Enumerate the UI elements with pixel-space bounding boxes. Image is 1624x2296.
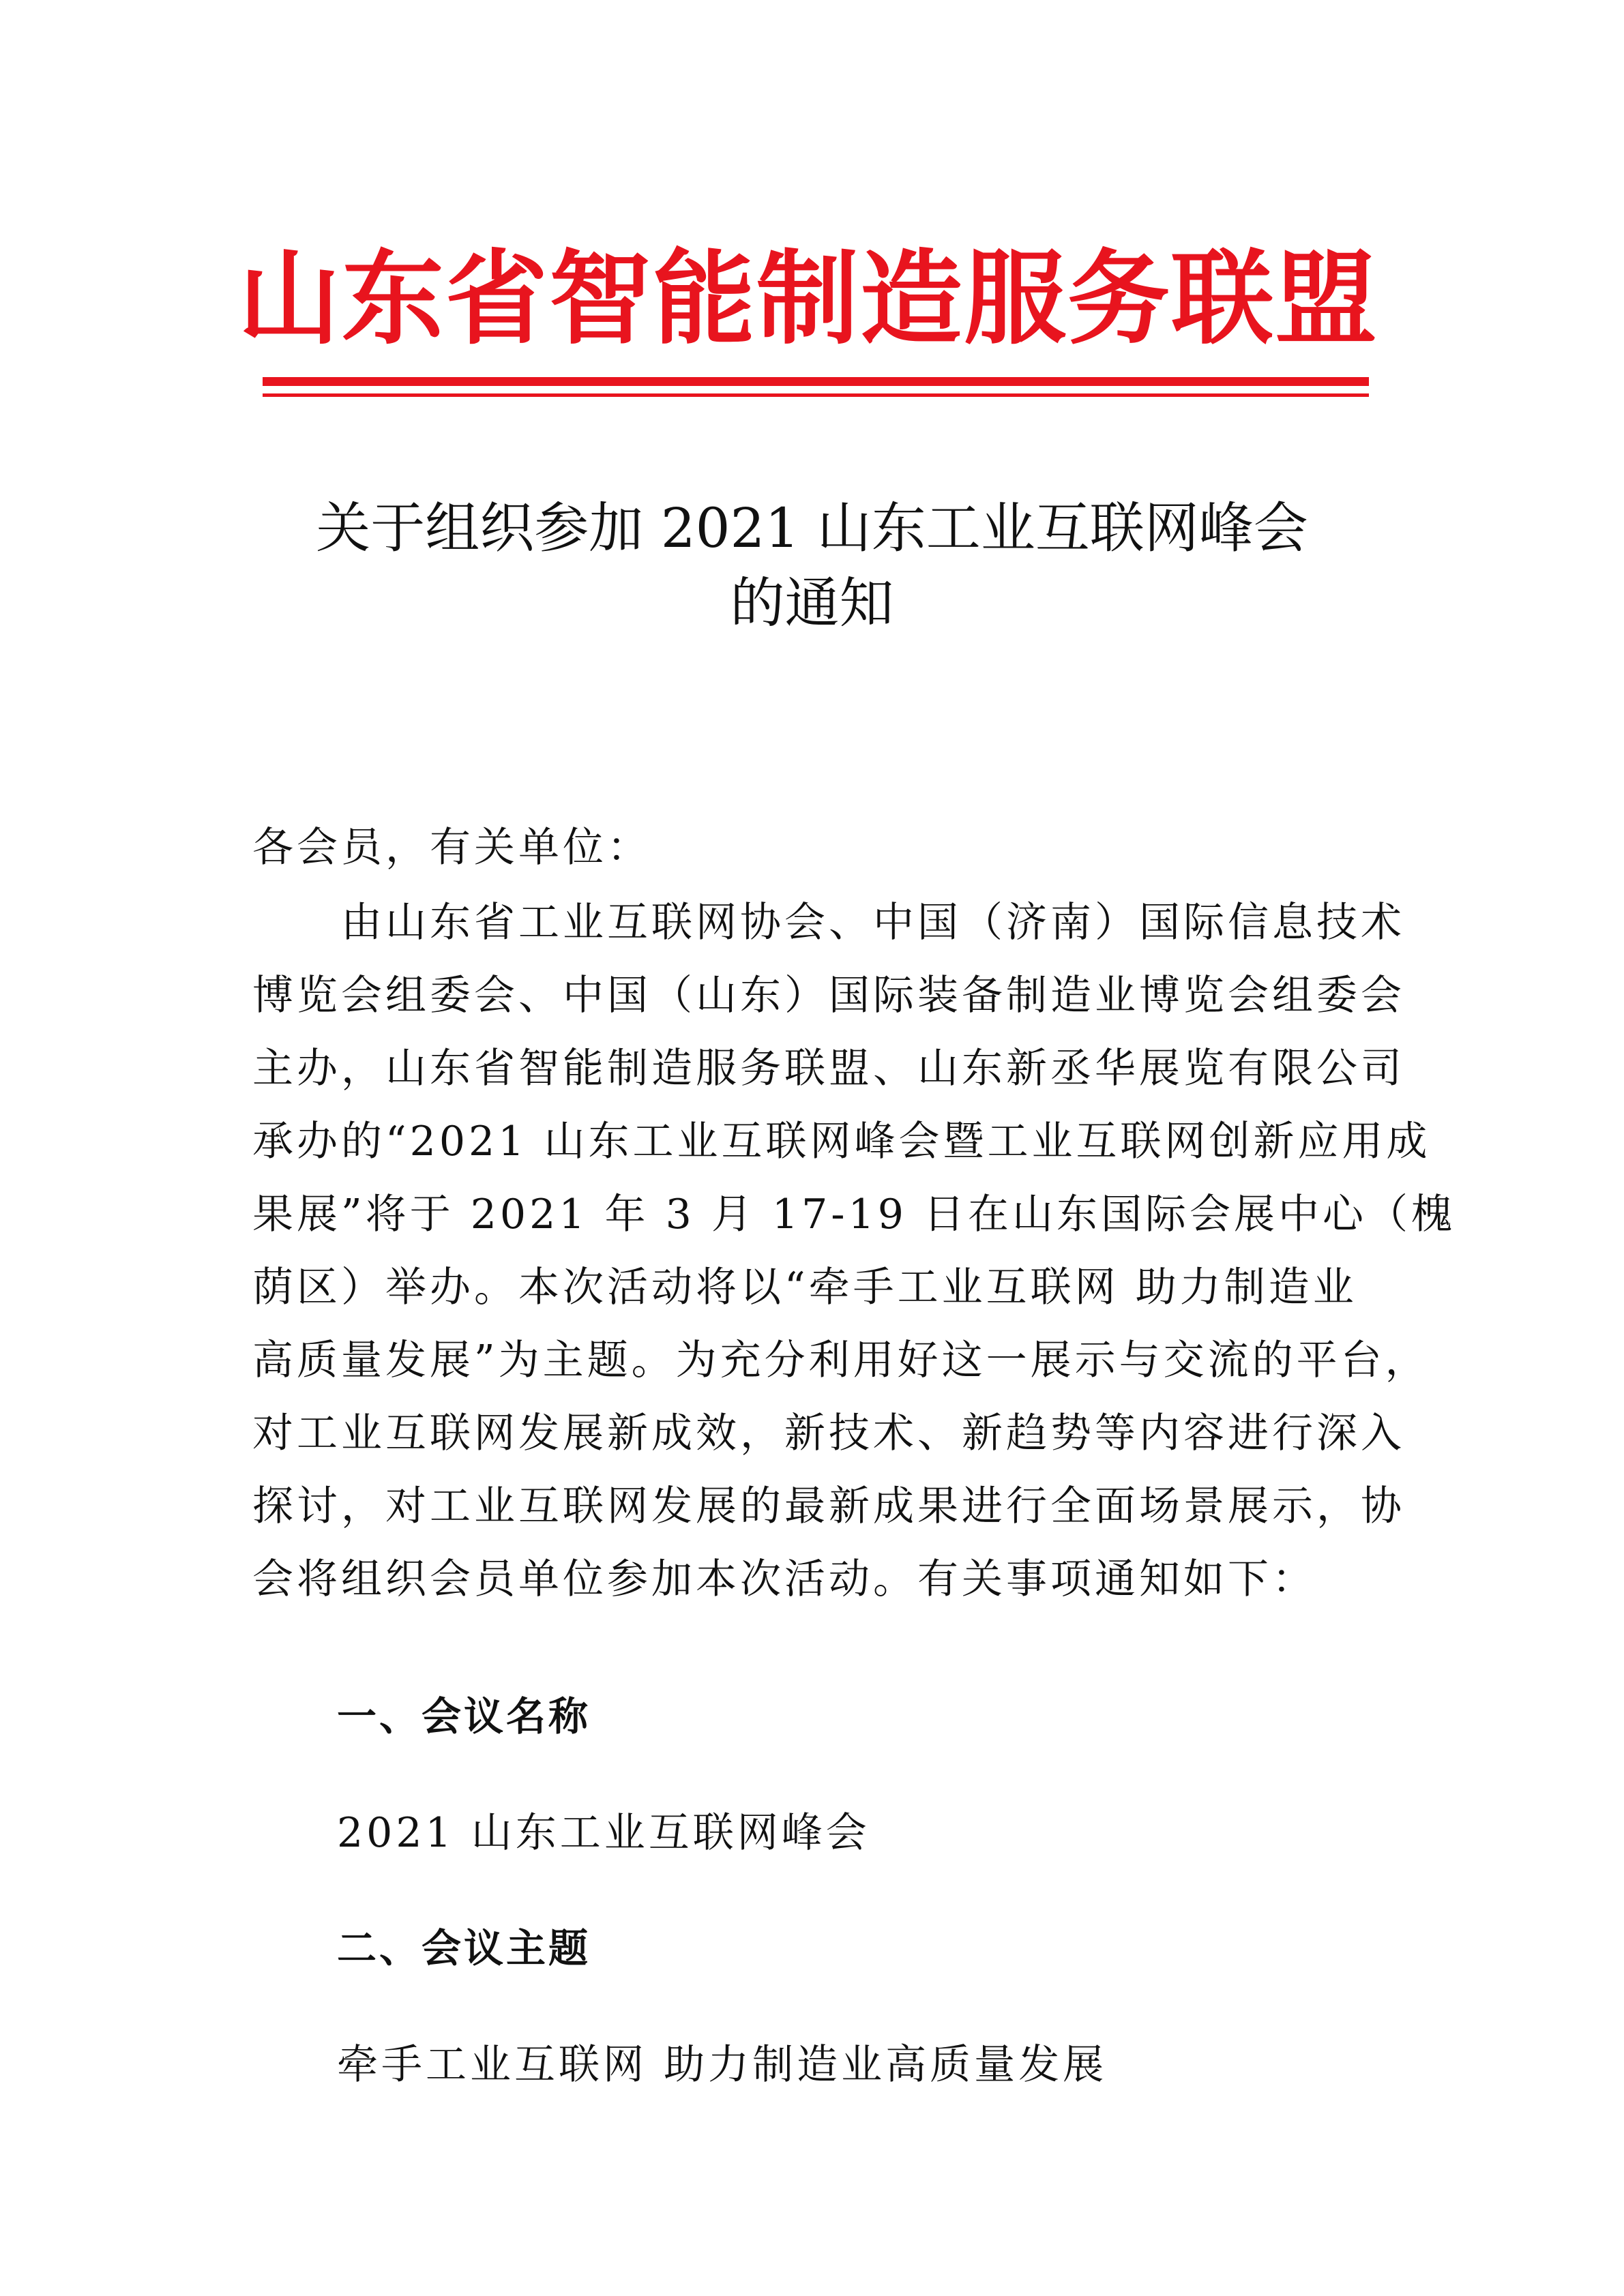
paragraph-line: 主办，山东省智能制造服务联盟、山东新丞华展览有限公司: [252, 1045, 1405, 1092]
section-content-meeting-name: 2021 山东工业互联网峰会: [337, 1809, 870, 1857]
title-line-1: 关于组织参加 2021 山东工业互联网峰会: [316, 496, 1308, 560]
intro-paragraph: [252, 886, 1456, 1616]
salutation-text: 各会员，有关单位：: [252, 824, 651, 871]
masthead-org-name: [238, 225, 1379, 359]
document-title: [205, 491, 1419, 641]
masthead-rule-thin: [263, 393, 1369, 397]
section-heading-meeting-theme: 二、会议主题: [337, 1925, 591, 1971]
paragraph-line: 荫区）举办。本次活动将以“牵手工业互联网 助力制造业: [252, 1264, 1357, 1311]
paragraph-line: 承办的“2021 山东工业互联网峰会暨工业互联网创新应用成: [252, 1118, 1431, 1165]
paragraph-line: 博览会组委会、中国（山东）国际装备制造业博览会组委会: [252, 972, 1405, 1019]
section-content-meeting-theme: 牵手工业互联网 助力制造业高质量发展: [337, 2041, 1108, 2089]
masthead-text: 山东省智能制造服务联盟: [238, 240, 1379, 359]
paragraph-line: 探讨，对工业互联网发展的最新成果进行全面场景展示，协: [252, 1482, 1405, 1530]
paragraph-line: 会将组织会员单位参加本次活动。有关事项通知如下：: [252, 1555, 1316, 1603]
paragraph-line: 对工业互联网发展新成效，新技术、新趋势等内容进行深入: [252, 1410, 1405, 1457]
paragraph-line: 高质量发展”为主题。为充分利用好这一展示与交流的平台，: [252, 1337, 1430, 1384]
masthead-rule-thick: [263, 377, 1369, 386]
paragraph-line: 由山东省工业互联网协会、中国（济南）国际信息技术: [252, 899, 1405, 946]
salutation: [252, 811, 1378, 884]
section-heading-meeting-name: 一、会议名称: [337, 1693, 591, 1740]
title-line-2: 的通知: [730, 571, 894, 635]
paragraph-line: 果展”将于 2021 年 3 月 17-19 日在山东国际会展中心（槐: [252, 1191, 1456, 1238]
